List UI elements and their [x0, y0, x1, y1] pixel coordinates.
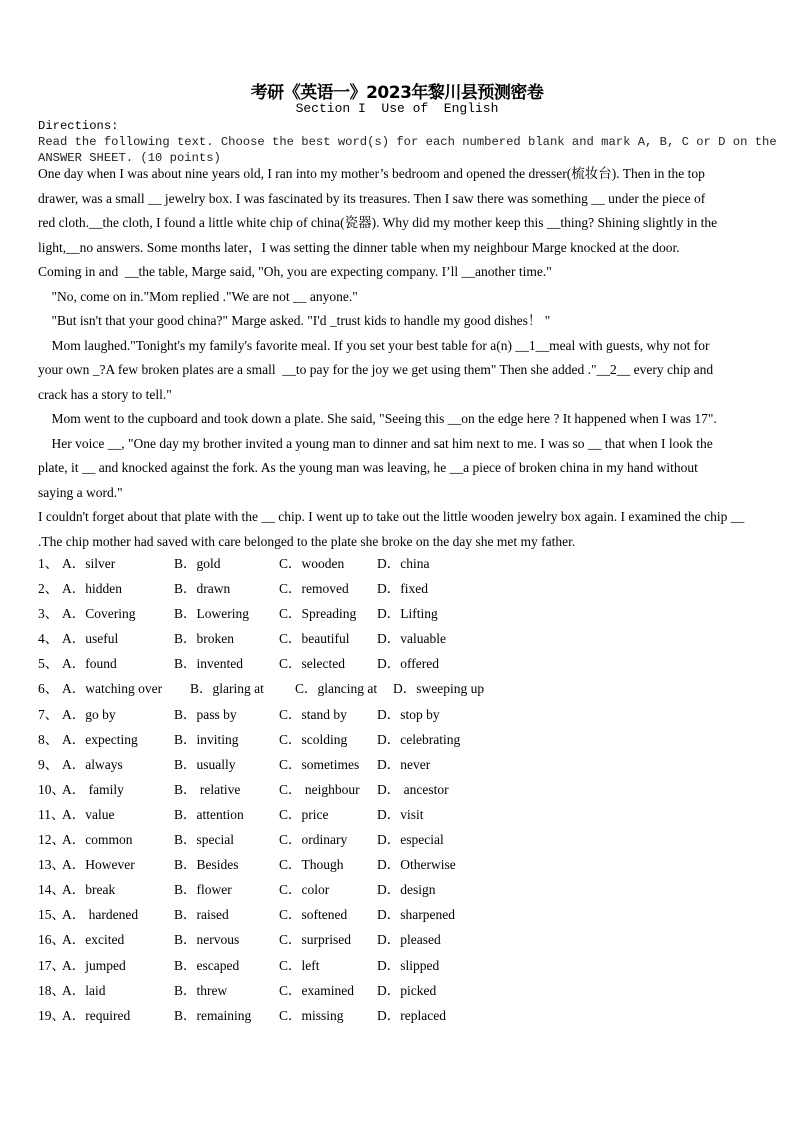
option-b[interactable]: B．attention — [174, 806, 244, 822]
question-row — [38, 953, 505, 978]
option-b[interactable]: B．invented — [174, 656, 243, 672]
question-row — [38, 676, 505, 701]
passage-line: crack has a story to tell." — [38, 386, 172, 402]
option-b[interactable]: B．pass by — [174, 706, 237, 722]
option-b[interactable]: B．inviting — [174, 731, 239, 747]
page-title: 考研《英语一》2023年黎川县预测密卷 — [250, 83, 544, 103]
passage-line: Mom laughed."Tonight's my family's favorite meal. If you set your best table for a(n) __1__meal with guests, why not for — [38, 337, 710, 353]
option-a[interactable]: A．found — [62, 656, 117, 672]
question-row — [38, 927, 505, 952]
option-b[interactable]: B．special — [174, 832, 234, 848]
question-row — [38, 902, 505, 927]
option-c[interactable]: C．price — [279, 806, 329, 822]
option-c[interactable]: C．glancing at — [295, 681, 378, 697]
option-d[interactable]: D．replaced — [377, 1007, 446, 1023]
question-row — [38, 752, 505, 777]
option-d[interactable]: D．sweeping up — [393, 681, 485, 697]
question-row — [38, 827, 505, 852]
option-d[interactable]: D．Lifting — [377, 606, 438, 622]
question-number: 8、 — [38, 731, 59, 747]
option-b[interactable]: B．Lowering — [174, 606, 249, 622]
option-a[interactable]: A．useful — [62, 631, 119, 647]
question-number: 9、 — [38, 756, 59, 772]
option-b[interactable]: B．flower — [174, 882, 232, 898]
question-number: 11、 — [38, 806, 65, 822]
question-row — [38, 802, 505, 827]
option-a[interactable]: A．expecting — [62, 731, 138, 747]
question-row — [38, 702, 505, 727]
question-number: 2、 — [38, 581, 59, 597]
passage — [38, 162, 758, 554]
option-c[interactable]: C．ordinary — [279, 832, 348, 848]
question-number: 5、 — [38, 656, 59, 672]
option-c[interactable]: C．examined — [279, 982, 354, 998]
option-a[interactable]: A．excited — [62, 932, 125, 948]
option-b[interactable]: B．escaped — [174, 957, 240, 973]
option-d[interactable]: D．Otherwise — [377, 857, 456, 873]
question-list — [38, 551, 505, 1028]
passage-line: I couldn't forget about that plate with the __ chip. I went up to take out the little wooden jewelry box again. I examined the chip __ — [38, 509, 745, 524]
question-number: 12、 — [38, 832, 65, 848]
question-row — [38, 626, 505, 651]
question-number: 3、 — [38, 606, 59, 622]
option-c[interactable]: C．stand by — [279, 706, 347, 722]
question-row — [38, 551, 505, 576]
option-a[interactable]: A．silver — [62, 556, 116, 571]
directions-heading: Directions: — [38, 119, 119, 133]
option-d[interactable]: D．offered — [377, 656, 439, 672]
option-d[interactable]: D．never — [377, 756, 431, 772]
option-d[interactable]: D．valuable — [377, 631, 446, 647]
question-number: 13、 — [38, 857, 65, 873]
question-row — [38, 777, 505, 802]
option-d[interactable]: D．celebrating — [377, 731, 461, 747]
directions-line: ANSWER SHEET. (10 points) — [38, 151, 221, 165]
passage-line: One day when I was about nine years old, I ran into my mother’s bedroom and opened the dresser(梳妆台). Then in the top — [38, 166, 705, 181]
option-a[interactable]: A． family — [62, 781, 124, 797]
question-number: 10、 — [38, 781, 65, 797]
option-b[interactable]: B．remaining — [174, 1007, 252, 1023]
question-row — [38, 576, 505, 601]
option-a[interactable]: A．laid — [62, 982, 106, 998]
option-a[interactable]: A．required — [62, 1007, 131, 1023]
option-c[interactable]: C．sometimes — [279, 756, 360, 772]
passage-line: .The chip mother had saved with care belonged to the plate she broke on the day she met my father. — [38, 533, 576, 549]
option-b[interactable]: B．gold — [174, 556, 221, 571]
option-d[interactable]: D．especial — [377, 832, 444, 848]
option-d[interactable]: D．stop by — [377, 706, 440, 722]
option-a[interactable]: A．Covering — [62, 606, 136, 622]
option-b[interactable]: B．nervous — [174, 932, 240, 948]
option-d[interactable]: D．visit — [377, 806, 424, 822]
option-a[interactable]: A．go by — [62, 706, 116, 722]
passage-line: Coming in and __the table, Marge said, "Oh, you are expecting company. I’ll __another time." — [38, 264, 552, 279]
passage-line: "No, come on in."Mom replied ."We are not __ anyone." — [38, 288, 358, 304]
option-c[interactable]: C．softened — [279, 907, 348, 923]
option-b[interactable]: B．threw — [174, 982, 228, 998]
directions — [38, 118, 777, 166]
option-b[interactable]: B．Besides — [174, 857, 239, 873]
option-a[interactable]: A． hardened — [62, 907, 139, 923]
option-a[interactable]: A．jumped — [62, 957, 126, 973]
passage-line: Mom went to the cupboard and took down a plate. She said, "Seeing this __on the edge here ? It happened when I was 17". — [38, 411, 717, 426]
question-number: 16、 — [38, 932, 65, 948]
question-row — [38, 727, 505, 752]
passage-line: light,__no answers. Some months later，I was setting the dinner table when my neighbour Marge knocked at the door. — [38, 239, 680, 255]
question-number: 4、 — [38, 631, 59, 647]
option-a[interactable]: A．common — [62, 832, 133, 848]
question-number: 14、 — [38, 882, 65, 898]
option-c[interactable]: C．Though — [279, 857, 344, 873]
question-number: 15、 — [38, 907, 65, 923]
question-row — [38, 601, 505, 626]
option-c[interactable]: C．color — [279, 882, 330, 898]
passage-line: saying a word." — [38, 484, 123, 500]
option-c[interactable]: C．Spreading — [279, 606, 357, 622]
option-d[interactable]: D．china — [377, 556, 430, 571]
option-c[interactable]: C．left — [279, 957, 320, 973]
question-number: 19、 — [38, 1007, 65, 1023]
option-d[interactable]: D．pleased — [377, 932, 441, 948]
option-c[interactable]: C．wooden — [279, 556, 345, 571]
option-c[interactable]: C．beautiful — [279, 631, 350, 647]
question-number: 7、 — [38, 706, 59, 722]
option-c[interactable]: C．selected — [279, 656, 345, 672]
option-d[interactable]: D．picked — [377, 982, 437, 998]
question-row — [38, 978, 505, 1003]
passage-line: drawer, was a small __ jewelry box. I was fascinated by its treasures. Then I saw there was something __ under the piece of — [38, 190, 706, 206]
passage-line: red cloth.__the cloth, I found a little white chip of china(瓷器). Why did my mother keep this __thing? Shining slightly in the — [38, 215, 718, 230]
passage-line: "But isn't that your good china?" Marge asked. "I'd _trust kids to handle my good dishes！ " — [38, 313, 551, 328]
question-number: 6、 — [38, 681, 59, 697]
option-c[interactable]: C．missing — [279, 1007, 344, 1023]
option-d[interactable]: D．design — [377, 882, 436, 898]
section-heading: Section I Use of English — [295, 101, 499, 116]
option-b[interactable]: B．drawn — [174, 581, 231, 597]
passage-line: your own _?A few broken plates are a small __to pay for the joy we get using them" Then she added ."__2__ every chip and — [38, 362, 714, 377]
passage-line: plate, it __ and knocked against the fork. As the young man was leaving, he __a piece of broken china in my hand without — [38, 460, 698, 475]
option-b[interactable]: B．usually — [174, 756, 236, 772]
option-d[interactable]: D．fixed — [377, 581, 428, 597]
option-b[interactable]: B．broken — [174, 631, 234, 647]
question-number: 1、 — [38, 556, 59, 571]
option-b[interactable]: B． relative — [174, 781, 241, 797]
option-c[interactable]: C．scolding — [279, 731, 348, 747]
option-d[interactable]: D． ancestor — [377, 781, 449, 797]
option-a[interactable]: A．value — [62, 806, 115, 822]
option-d[interactable]: D．slipped — [377, 957, 440, 973]
option-b[interactable]: B．raised — [174, 907, 229, 923]
option-a[interactable]: A．watching over — [62, 681, 163, 697]
option-c[interactable]: C． neighbour — [279, 781, 360, 797]
option-c[interactable]: C．surprised — [279, 932, 351, 948]
option-b[interactable]: B．glaring at — [190, 681, 264, 697]
option-a[interactable]: A．always — [62, 756, 123, 772]
question-row — [38, 1003, 505, 1028]
question-row — [38, 877, 505, 902]
directions-line: Read the following text. Choose the best word(s) for each numbered blank and mark A, B, C or D on the — [38, 135, 777, 149]
option-d[interactable]: D．sharpened — [377, 907, 455, 923]
option-a[interactable]: A．hidden — [62, 581, 122, 597]
question-number: 18、 — [38, 982, 65, 998]
passage-line: Her voice __, "One day my brother invited a young man to dinner and sat him next to me. I was so __ that when I look the — [38, 435, 713, 451]
option-c[interactable]: C．removed — [279, 581, 349, 597]
question-number: 17、 — [38, 957, 65, 973]
option-a[interactable]: A．However — [62, 857, 135, 873]
question-row — [38, 852, 505, 877]
option-a[interactable]: A．break — [62, 882, 116, 898]
question-row — [38, 651, 505, 676]
